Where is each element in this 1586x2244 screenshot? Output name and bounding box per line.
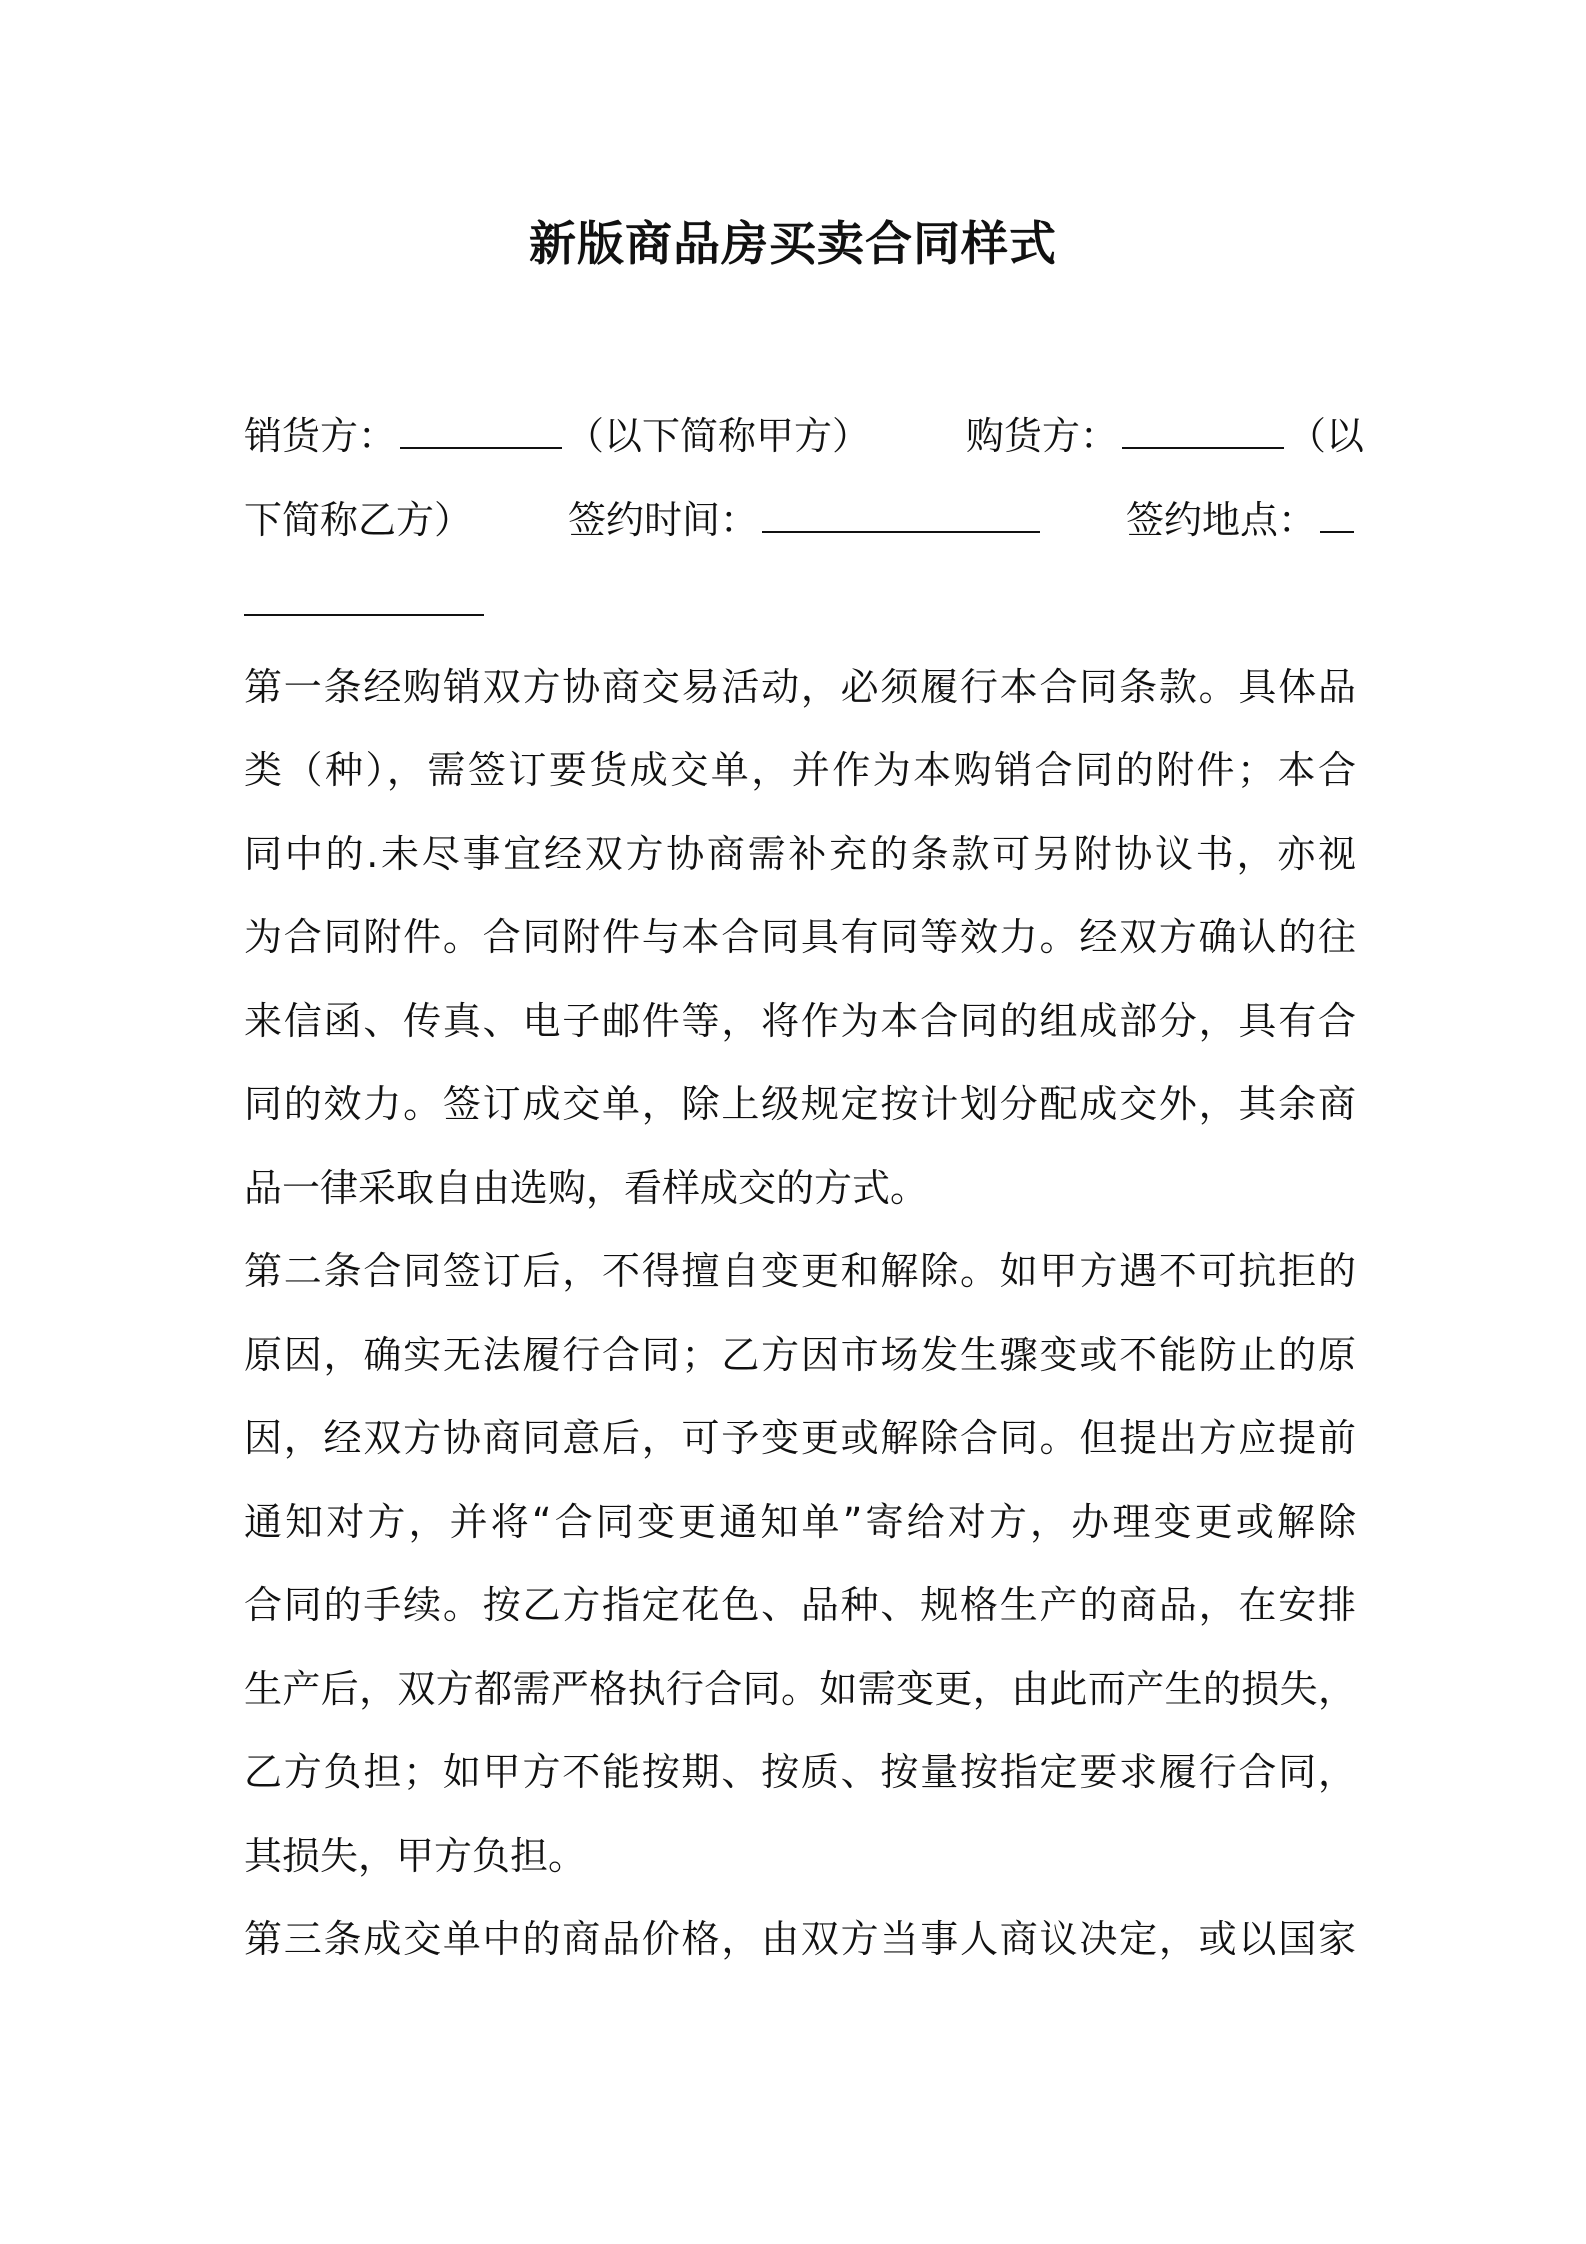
body-line: 合同的手续。按乙方指定花色、品种、规格生产的商品，在安排 — [244, 1583, 1356, 1627]
contract-body — [244, 395, 1365, 1982]
header-line-3 — [244, 562, 1356, 646]
body-line: 第二条合同签订后，不得擅自变更和解除。如甲方遇不可抗拒的 — [244, 1249, 1356, 1293]
body-line: 来信函、传真、电子邮件等，将作为本合同的组成部分，具有合 — [244, 998, 1356, 1043]
buyer-suffix: （以 — [1288, 414, 1365, 458]
seller-blank — [400, 409, 562, 449]
buyer-suffix-cont: 下简称乙方） — [244, 497, 473, 542]
buyer-label: 购货方： — [966, 414, 1119, 458]
body-line: 同的效力。签订成交单，除上级规定按计划分配成交外，其余商 — [244, 1082, 1356, 1126]
sign-time-blank — [762, 493, 1040, 533]
seller-label: 销货方： — [244, 414, 397, 458]
body-line: 第三条成交单中的商品价格，由双方当事人商议决定，或以国家 — [244, 1917, 1356, 1961]
document-title: 新版商品房买卖合同样式 — [529, 217, 1057, 272]
body-line: 生产后，双方都需严格执行合同。如需变更，由此而产生的损失， — [244, 1666, 1356, 1711]
sign-time-label: 签约时间： — [568, 497, 759, 542]
body-line: 品一律采取自由选购，看样成交的方式。 — [244, 1165, 929, 1210]
body-line: 通知对方，并将“合同变更通知单”寄给对方，办理变更或解除 — [244, 1499, 1356, 1544]
header-line-1 — [244, 395, 1365, 479]
seller-suffix: （以下简称甲方） — [566, 414, 871, 458]
body-line: 因，经双方协商同意后，可予变更或解除合同。但提出方应提前 — [244, 1416, 1356, 1460]
buyer-blank — [1122, 409, 1284, 449]
body-line: 其损失，甲方负担。 — [244, 1833, 587, 1878]
header-line-2 — [244, 479, 1356, 563]
body-line: 类（种），需签订要货成交单，并作为本购销合同的附件；本合 — [244, 748, 1356, 792]
body-line: 原因，确实无法履行合同；乙方因市场发生骤变或不能防止的原 — [244, 1332, 1356, 1377]
sign-place-blank-cont — [244, 576, 484, 616]
sign-place-blank — [1320, 493, 1354, 533]
body-line: 同中的.未尽事宜经双方协商需补充的条款可另附协议书，亦视 — [244, 831, 1356, 876]
body-line: 为合同附件。合同附件与本合同具有同等效力。经双方确认的往 — [244, 915, 1356, 959]
body-line: 乙方负担；如甲方不能按期、按质、按量按指定要求履行合同， — [244, 1750, 1356, 1794]
body-line: 第一条经购销双方协商交易活动，必须履行本合同条款。具体品 — [244, 664, 1356, 709]
sign-place-label: 签约地点： — [1126, 497, 1317, 542]
